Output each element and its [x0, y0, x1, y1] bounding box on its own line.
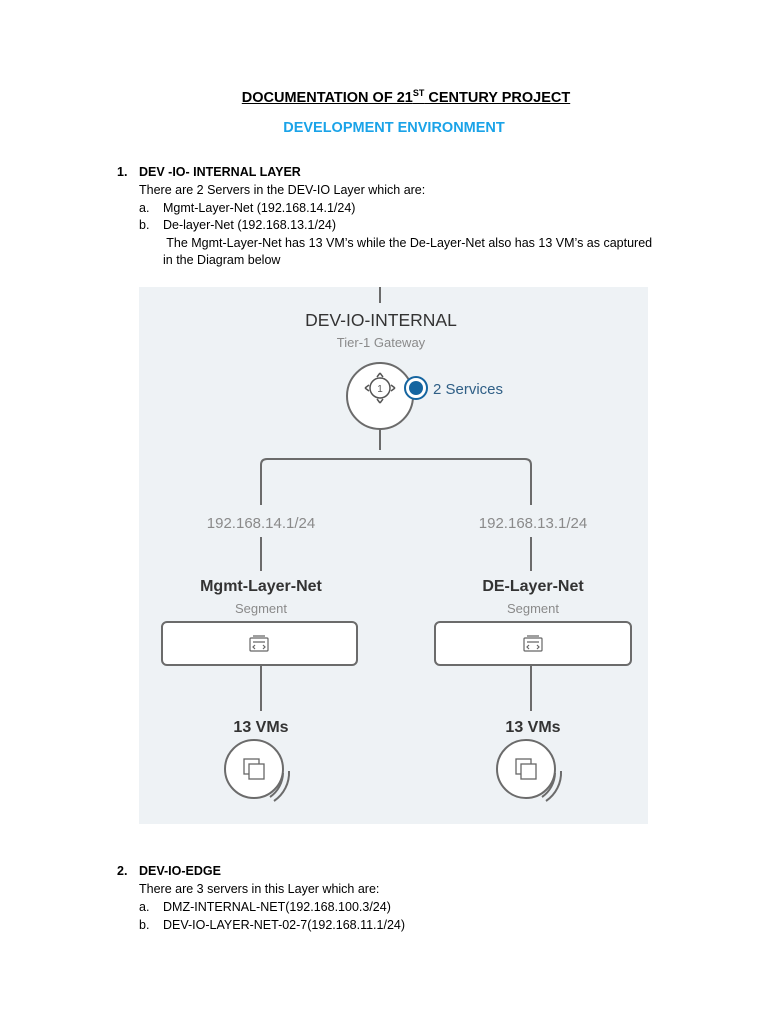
section2-item-b-marker: b.: [139, 918, 150, 932]
branch-line: [261, 459, 531, 505]
section1-item-a-marker: a.: [139, 201, 150, 215]
right-vms-label: 13 VMs: [505, 719, 561, 736]
right-segment-type: Segment: [506, 601, 560, 616]
title-end: CENTURY PROJECT: [424, 89, 571, 106]
left-vms-label: 13 VMs: [233, 719, 289, 736]
section1-intro: There are 2 Servers in the DEV-IO Layer which are:: [139, 183, 426, 197]
router-icon: [347, 363, 413, 429]
section1-item-b-marker: b.: [139, 218, 150, 232]
title-main: DOCUMENTATION OF 21: [241, 89, 413, 106]
left-segment-box: [162, 622, 357, 665]
section1-heading: DEV -IO- INTERNAL LAYER: [139, 165, 301, 179]
gateway-type: Tier-1 Gateway: [336, 335, 426, 350]
document-title: [0, 88, 768, 106]
section1-number: 1.: [117, 165, 128, 179]
section2-item-a-marker: a.: [139, 900, 150, 914]
section2-heading: DEV-IO-EDGE: [139, 864, 221, 878]
services-label: 2 Services: [433, 381, 504, 398]
section1-note-line2: in the Diagram below: [163, 253, 281, 267]
services-indicator-icon: [405, 377, 427, 399]
vm-group-icon: [225, 740, 289, 801]
left-segment-type: Segment: [234, 601, 288, 616]
left-ip: 192.168.14.1/24: [206, 515, 316, 532]
right-ip: 192.168.13.1/24: [478, 515, 588, 532]
right-segment-box: [435, 622, 631, 665]
section1-item-b: De-layer-Net (192.168.13.1/24): [163, 218, 337, 232]
gateway-name: DEV-IO-INTERNAL: [305, 310, 457, 330]
section2-item-b: DEV-IO-LAYER-NET-02-7(192.168.11.1/24): [163, 918, 406, 932]
svg-text:1: 1: [377, 384, 383, 395]
network-diagram-svg: [139, 287, 648, 824]
left-segment-name: Mgmt-Layer-Net: [200, 578, 322, 595]
title-superscript: ST: [412, 88, 425, 98]
network-diagram: [139, 287, 648, 824]
vm-group-icon: [497, 740, 561, 801]
document-subtitle: DEVELOPMENT ENVIRONMENT: [283, 120, 505, 136]
section2-item-a: DMZ-INTERNAL-NET(192.168.100.3/24): [163, 900, 391, 914]
right-segment-name: DE-Layer-Net: [482, 578, 584, 595]
section2-number: 2.: [117, 864, 128, 878]
section1-item-a: Mgmt-Layer-Net (192.168.14.1/24): [163, 201, 356, 215]
section1-note-line1: The Mgmt-Layer-Net has 13 VM’s while the De-Layer-Net also has 13 VM’s as captured: [163, 236, 653, 250]
section2-intro: There are 3 servers in this Layer which are:: [139, 882, 380, 896]
